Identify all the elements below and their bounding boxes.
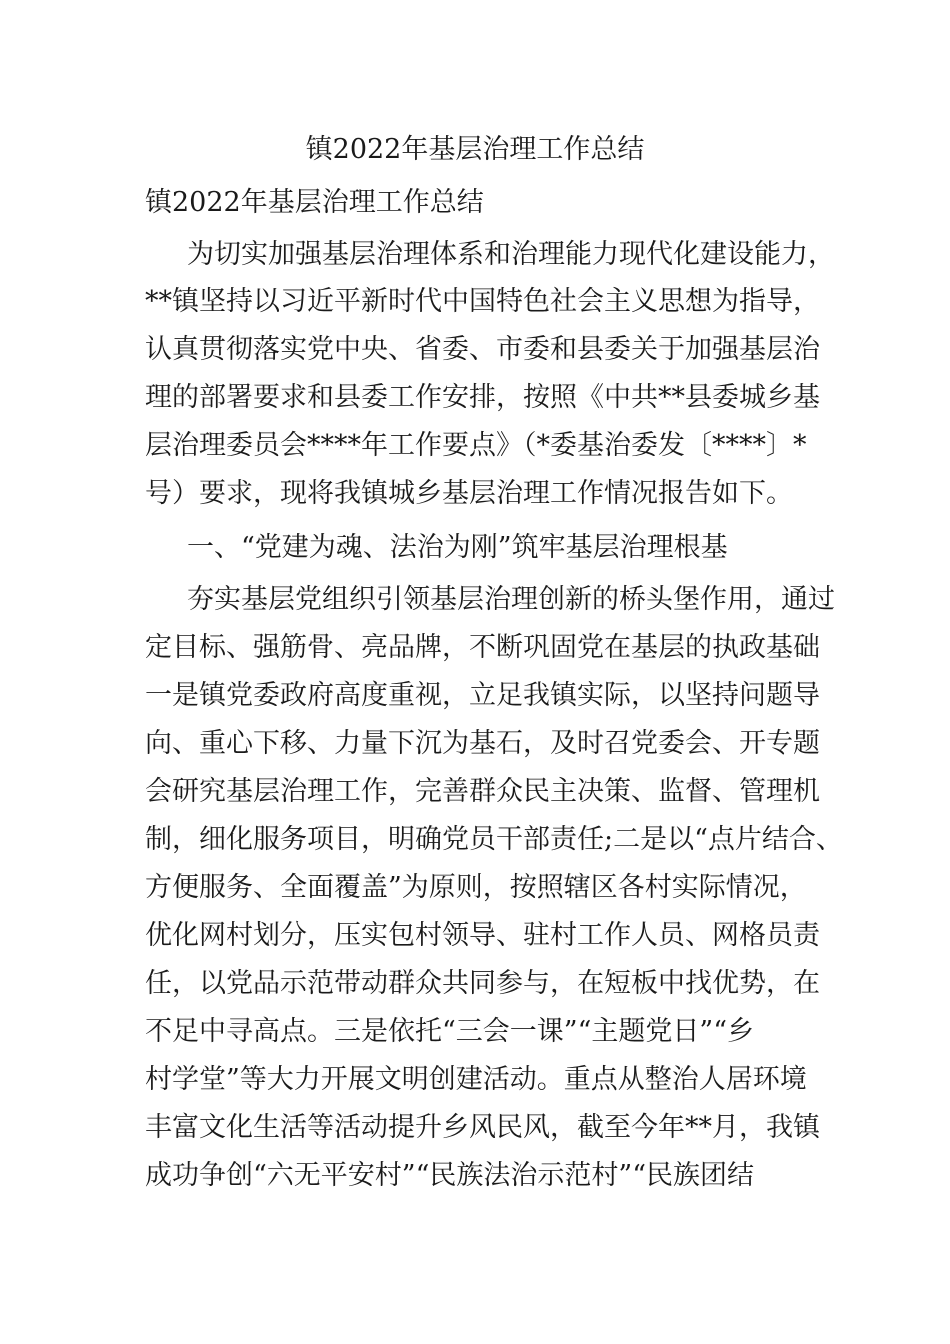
document-title: 镇2022年基层治理工作总结 xyxy=(305,134,645,165)
text-line: 制，细化服务项目，明确党员干部责任;二是以“点片结合、 xyxy=(145,824,843,855)
text-line: 向、重心下移、力量下沉为基石，及时召党委会、开专题 xyxy=(145,728,820,759)
text-line: 定目标、强筋骨、亮品牌，不断巩固党在基层的执政基础 xyxy=(145,632,820,663)
text-line: 一是镇党委政府高度重视，立足我镇实际，以坚持问题导 xyxy=(145,680,820,711)
text-line: 成功争创“六无平安村”“民族法治示范村”“民族团结 xyxy=(145,1160,755,1191)
text-line: 方便服务、全面覆盖”为原则，按照辖区各村实际情况， xyxy=(145,872,807,903)
text-line: 号）要求，现将我镇城乡基层治理工作情况报告如下。 xyxy=(145,478,793,509)
text-line: 任，以党品示范带动群众共同参与，在短板中找优势，在 xyxy=(145,968,820,999)
text-line: 认真贯彻落实党中央、省委、市委和县委关于加强基层治 xyxy=(145,334,820,365)
text-line: 层治理委员会****年工作要点》（*委基治委发〔****〕* xyxy=(145,430,807,461)
text-line: 会研究基层治理工作，完善群众民主决策、监督、管理机 xyxy=(145,776,820,807)
text-line: 丰富文化生活等活动提升乡风民风，截至今年**月，我镇 xyxy=(145,1112,820,1143)
text-line: 为切实加强基层治理体系和治理能力现代化建设能力， xyxy=(187,239,835,270)
subtitle-line: 镇2022年基层治理工作总结 xyxy=(145,187,484,218)
text-line: 理的部署要求和县委工作安排，按照《中共**县委城乡基 xyxy=(145,382,820,413)
text-line: 优化网村划分，压实包村领导、驻村工作人员、网格员责 xyxy=(145,920,820,951)
text-line: 不足中寻高点。三是依托“三会一课”“主题党日”“乡 xyxy=(145,1016,755,1047)
section-heading: 一、“党建为魂、法治为刚”筑牢基层治理根基 xyxy=(187,532,728,563)
text-line: 夯实基层党组织引领基层治理创新的桥头堡作用，通过 xyxy=(187,584,835,615)
text-line: **镇坚持以习近平新时代中国特色社会主义思想为指导， xyxy=(145,286,820,317)
text-line: 村学堂”等大力开展文明创建活动。重点从整治人居环境 xyxy=(145,1064,807,1095)
